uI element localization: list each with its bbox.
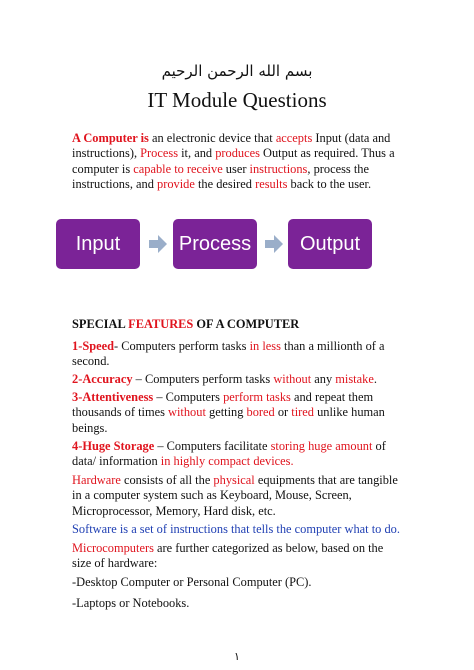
feature-text: – Computers [153, 390, 224, 404]
input-box: Input [56, 219, 140, 269]
output-box: Output [288, 219, 372, 269]
intro-text: Output as required. Thus a computer is [72, 146, 395, 176]
feature-highlight: storing huge amount [270, 439, 373, 453]
bismillah-heading: بسم الله الرحمن الرحيم [161, 62, 313, 80]
hardware-text: consists of all the [120, 473, 214, 487]
hardware-text: equipments that are tangible in a computer system such as Keyboard, Mouse, Screen, Microprocessor, Memory, Hard disk, etc. [72, 473, 398, 518]
intro-text: Input (data and instructions), [72, 131, 391, 161]
feature-text: or [274, 405, 292, 420]
feature-text: and repeat them thousands of times [72, 390, 374, 420]
page-title: IT Module Questions [147, 88, 327, 112]
feature-highlight: without [273, 372, 312, 386]
intro-text: , process the instructions, and [72, 161, 369, 192]
feature-text: – Computers perform tasks [132, 372, 274, 386]
feature-highlight: tired [291, 405, 314, 420]
input-process-output-diagram [56, 219, 372, 269]
software-paragraph: Software is a set of instructions that tells the computer what to do. [72, 522, 400, 536]
feature-label: 2-Accuracy [72, 372, 133, 386]
intro-paragraph [72, 131, 402, 193]
feature-speed [72, 339, 402, 370]
intro-highlight: results [255, 177, 288, 192]
hardware-highlight: physical [213, 473, 255, 487]
intro-highlight: provide [157, 177, 195, 192]
feature-highlight: perform tasks [223, 390, 291, 404]
feature-highlight: bored [246, 405, 275, 420]
arrow-right-icon [148, 234, 168, 254]
feature-attentiveness [72, 390, 402, 436]
microcomputers-text: are further categorized as below, based on the size of hardware: [72, 541, 384, 571]
heading-text: OF A COMPUTER [193, 317, 300, 331]
list-item-laptops: -Laptops or Notebooks. [72, 596, 190, 610]
feature-label: 3-Attentiveness [72, 390, 154, 404]
intro-text: it, and [178, 146, 216, 161]
feature-label: 4-Huge Storage [72, 439, 155, 453]
microcomputers-paragraph [72, 541, 402, 572]
feature-text: - Computers perform tasks [114, 339, 250, 353]
feature-text: than a millionth of a second. [72, 339, 385, 369]
intro-text: the desired [194, 177, 256, 192]
intro-text: back to the user. [287, 177, 372, 192]
feature-accuracy [72, 372, 402, 387]
feature-huge-storage [72, 439, 402, 470]
arrow-right-icon [264, 234, 284, 254]
intro-highlight: accepts [275, 131, 313, 145]
process-box: Process [173, 219, 257, 269]
feature-text: – Computers facilitate [154, 439, 271, 453]
intro-highlight: Process [140, 146, 179, 161]
intro-highlight: produces [215, 146, 260, 161]
feature-text: any [311, 372, 336, 386]
intro-text: an electronic device that [148, 131, 276, 145]
feature-text: unlike human beings. [72, 405, 385, 435]
feature-text: . [373, 372, 377, 386]
intro-text: user [222, 161, 250, 176]
feature-highlight: mistake [335, 372, 374, 386]
feature-label: 1-Speed [72, 339, 114, 353]
heading-text: SPECIAL [72, 317, 129, 331]
hardware-term: Hardware [72, 473, 121, 487]
page-number: ١ [234, 650, 240, 663]
features-heading [72, 317, 402, 332]
feature-highlight: in less [249, 339, 281, 353]
feature-text: of data/ information [72, 439, 386, 469]
intro-term: A Computer is [72, 131, 149, 145]
feature-text: getting [205, 405, 247, 420]
feature-highlight: in highly compact devices. [160, 454, 294, 469]
hardware-paragraph [72, 473, 402, 519]
list-item-desktop: -Desktop Computer or Personal Computer (PC). [72, 575, 312, 589]
feature-highlight: without [168, 405, 206, 420]
heading-highlight: FEATURES [128, 317, 194, 331]
microcomputers-term: Microcomputers [72, 541, 154, 555]
intro-highlight: instructions [249, 161, 308, 176]
intro-highlight: capable to receive [133, 161, 223, 176]
